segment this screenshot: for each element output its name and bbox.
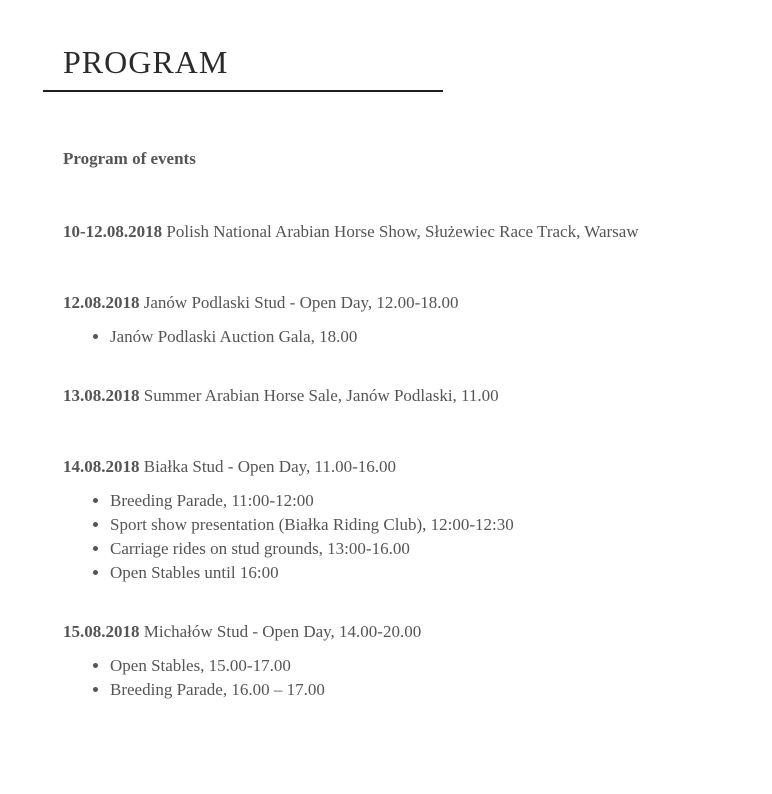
event-date: 14.08.2018 [63,456,140,476]
event [63,291,732,349]
title-underline [43,90,443,92]
event-title [63,620,732,644]
event-title [63,384,732,408]
event-title [63,291,732,315]
event-description: Summer Arabian Horse Sale, Janów Podlaski, 11.00 [139,385,499,405]
event-date: 12.08.2018 [63,292,140,312]
event-date: 10-12.08.2018 [63,221,163,241]
program-page [0,44,772,702]
event-bullet-item: • Breeding Parade, 16.00 – 17.00 [110,678,732,702]
event [63,455,732,585]
event [63,620,732,702]
event-description: Janów Podlaski Stud - Open Day, 12.00-18.00 [139,292,459,312]
section-heading: Program of events [63,148,196,168]
event-bullet-item: • Open Stables, 15.00-17.00 [110,654,732,678]
event-description: Białka Stud - Open Day, 11.00-16.00 [139,456,397,476]
event-bullets [63,654,732,702]
event-bullet-item: • Open Stables until 16:00 [110,561,732,585]
events-list [63,220,732,702]
event [63,384,732,408]
event-bullets [63,489,732,585]
event-title [63,455,732,479]
event-bullet-item: • Janów Podlaski Auction Gala, 18.00 [110,325,732,349]
event-description: Michałów Stud - Open Day, 14.00-20.00 [139,621,422,641]
event-bullet-item: • Carriage rides on stud grounds, 13:00-16.00 [110,537,732,561]
event-title [63,220,732,244]
event-bullet-item: • Sport show presentation (Białka Riding Club), 12:00-12:30 [110,513,732,537]
event-bullets [63,325,732,349]
event-description: Polish National Arabian Horse Show, Służewiec Race Track, Warsaw [162,221,639,241]
page-title: PROGRAM [63,44,229,80]
event-date: 15.08.2018 [63,621,140,641]
event [63,220,732,244]
event-date: 13.08.2018 [63,385,140,405]
event-bullet-item: • Breeding Parade, 11:00-12:00 [110,489,732,513]
